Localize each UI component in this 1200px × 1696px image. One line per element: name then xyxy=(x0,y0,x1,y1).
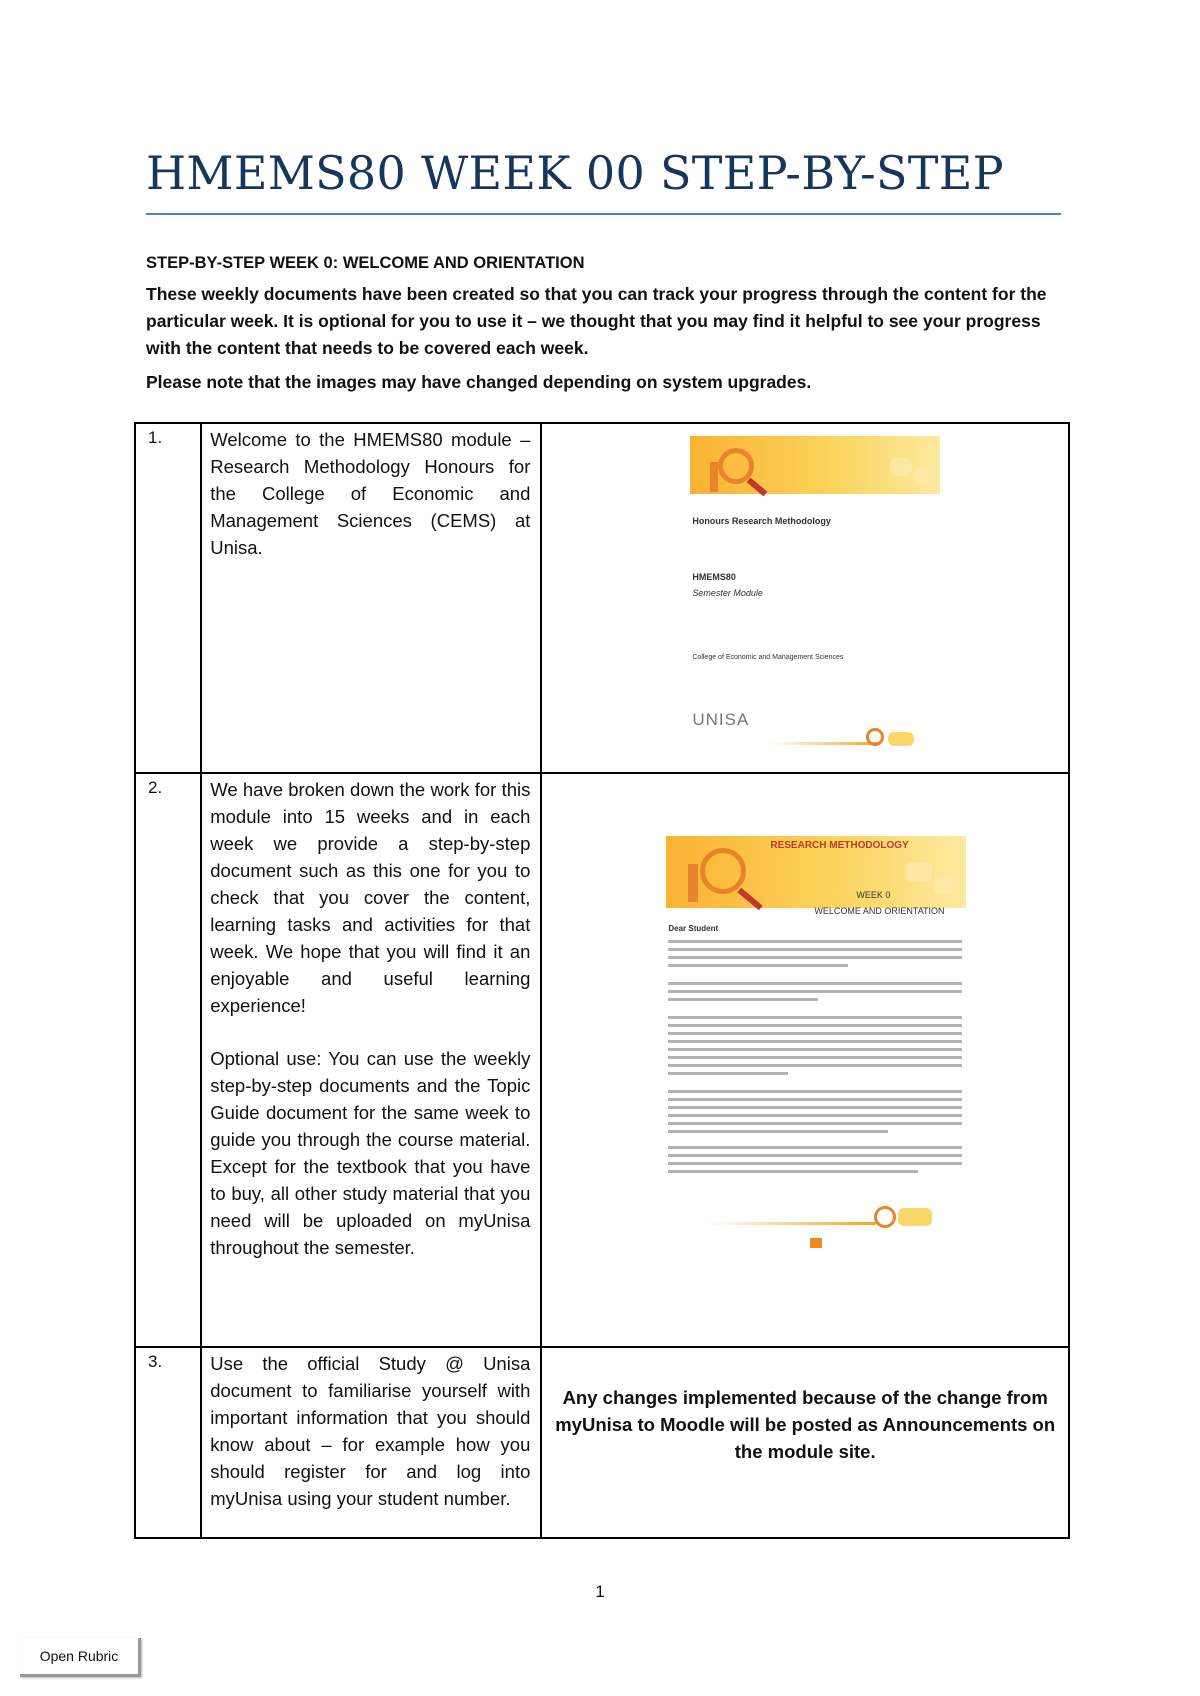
images-note: Please note that the images may have changed depending on system upgrades. xyxy=(146,372,812,392)
step-image-cell xyxy=(541,773,1069,1347)
text-line xyxy=(668,1106,962,1109)
cover-heading: Honours Research Methodology xyxy=(692,516,831,526)
step-paragraph: Optional use: You can use the weekly step-by-step documents and the Topic Guide document for the same week to guide you through the course material. Except for the textbook that you have to buy, all other study material that you need will be uploaded on myUnisa throughout the semester. xyxy=(210,1048,531,1258)
small-puzzle-icon xyxy=(888,732,914,746)
text-line xyxy=(668,1072,788,1075)
step-number: 3. xyxy=(135,1347,201,1538)
text-line xyxy=(668,1130,888,1133)
text-line xyxy=(668,1098,962,1101)
step-description xyxy=(201,423,541,773)
text-line xyxy=(668,1154,962,1157)
intro-section xyxy=(146,250,1061,403)
open-rubric-button[interactable]: Open Rubric xyxy=(20,1638,141,1677)
text-line xyxy=(668,1024,962,1027)
unisa-logo: UNISA xyxy=(692,710,750,729)
step-paragraph: We have broken down the work for this module into 15 weeks and in each week we provide a step-by-step document such as this one for you to check that you cover the content, learning tasks and activities for that week. We hope that you will find it an enjoyable and useful learning experience! xyxy=(210,779,531,1016)
table-row xyxy=(135,773,1069,1347)
small-puzzle-icon xyxy=(898,1208,932,1226)
week-label: WEEK 0 xyxy=(856,890,891,900)
text-line xyxy=(668,1032,962,1035)
step-description xyxy=(201,773,541,1347)
step-description xyxy=(201,1347,541,1538)
week-document-image xyxy=(666,836,966,1256)
title-underline xyxy=(146,213,1061,215)
text-line xyxy=(668,1064,962,1067)
small-magnifier-icon xyxy=(874,1206,896,1228)
small-magnifier-icon xyxy=(866,728,884,746)
cover-module-type: Semester Module xyxy=(692,588,763,598)
text-line xyxy=(668,1040,962,1043)
puzzle-icon xyxy=(890,458,912,476)
text-line xyxy=(668,964,848,967)
moodle-change-note: Any changes implemented because of the change from myUnisa to Moodle will be posted as Announcements on the module site. xyxy=(555,1387,1056,1462)
text-line xyxy=(668,948,962,951)
step-image-cell xyxy=(541,423,1069,773)
section-heading: STEP-BY-STEP WEEK 0: WELCOME AND ORIENTATION xyxy=(146,254,585,272)
decorative-curve xyxy=(706,1222,876,1225)
steps-table xyxy=(134,422,1070,1539)
text-line xyxy=(668,1122,962,1125)
step-paragraph: Use the official Study @ Unisa document to familiarise yourself with important information that you should know about – for example how you should register for and log into myUnisa using your student number. xyxy=(210,1353,531,1509)
step-number: 2. xyxy=(135,773,201,1347)
text-line xyxy=(668,1162,962,1165)
week-subtitle: WELCOME AND ORIENTATION xyxy=(814,906,945,916)
text-line xyxy=(668,1114,962,1117)
text-line xyxy=(668,1048,962,1051)
text-line xyxy=(668,1016,962,1019)
text-line xyxy=(668,1170,918,1173)
page-number: 1 xyxy=(595,1582,605,1601)
text-line xyxy=(668,956,962,959)
text-line xyxy=(668,998,818,1001)
puzzle-icon xyxy=(906,862,932,882)
puzzle-icon xyxy=(914,468,934,484)
person-icon xyxy=(688,864,698,902)
text-line xyxy=(668,1090,962,1093)
decorative-curve xyxy=(770,742,880,745)
text-line xyxy=(668,1146,962,1149)
intro-paragraph: These weekly documents have been created so that you can track your progress through the content for the particular week. It is optional for you to use it – we thought that you may find it helpful to see your progress with the content that needs to be covered each week. xyxy=(146,284,1047,358)
text-line xyxy=(668,940,962,943)
table-row xyxy=(135,423,1069,773)
module-cover-image xyxy=(690,436,940,751)
document-title: HMEMS80 WEEK 00 STEP-BY-STEP xyxy=(146,146,1004,200)
person-icon xyxy=(710,462,718,492)
cover-college: College of Economic and Management Sciences xyxy=(692,654,844,661)
step-note-cell xyxy=(541,1347,1069,1538)
step-number: 1. xyxy=(135,423,201,773)
text-line xyxy=(668,982,962,985)
text-line xyxy=(668,990,962,993)
step-paragraph: Welcome to the HMEMS80 module – Research Methodology Honours for the College of Economic and Management Sciences (CEMS) at Unisa. xyxy=(210,429,531,558)
text-line xyxy=(668,1056,962,1059)
table-row xyxy=(135,1347,1069,1538)
cover-module-code: HMEMS80 xyxy=(692,572,736,582)
week-greeting: Dear Student xyxy=(668,924,719,933)
week-banner-title: RESEARCH METHODOLOGY xyxy=(770,840,909,851)
page-marker xyxy=(810,1238,822,1248)
puzzle-icon xyxy=(934,876,956,894)
